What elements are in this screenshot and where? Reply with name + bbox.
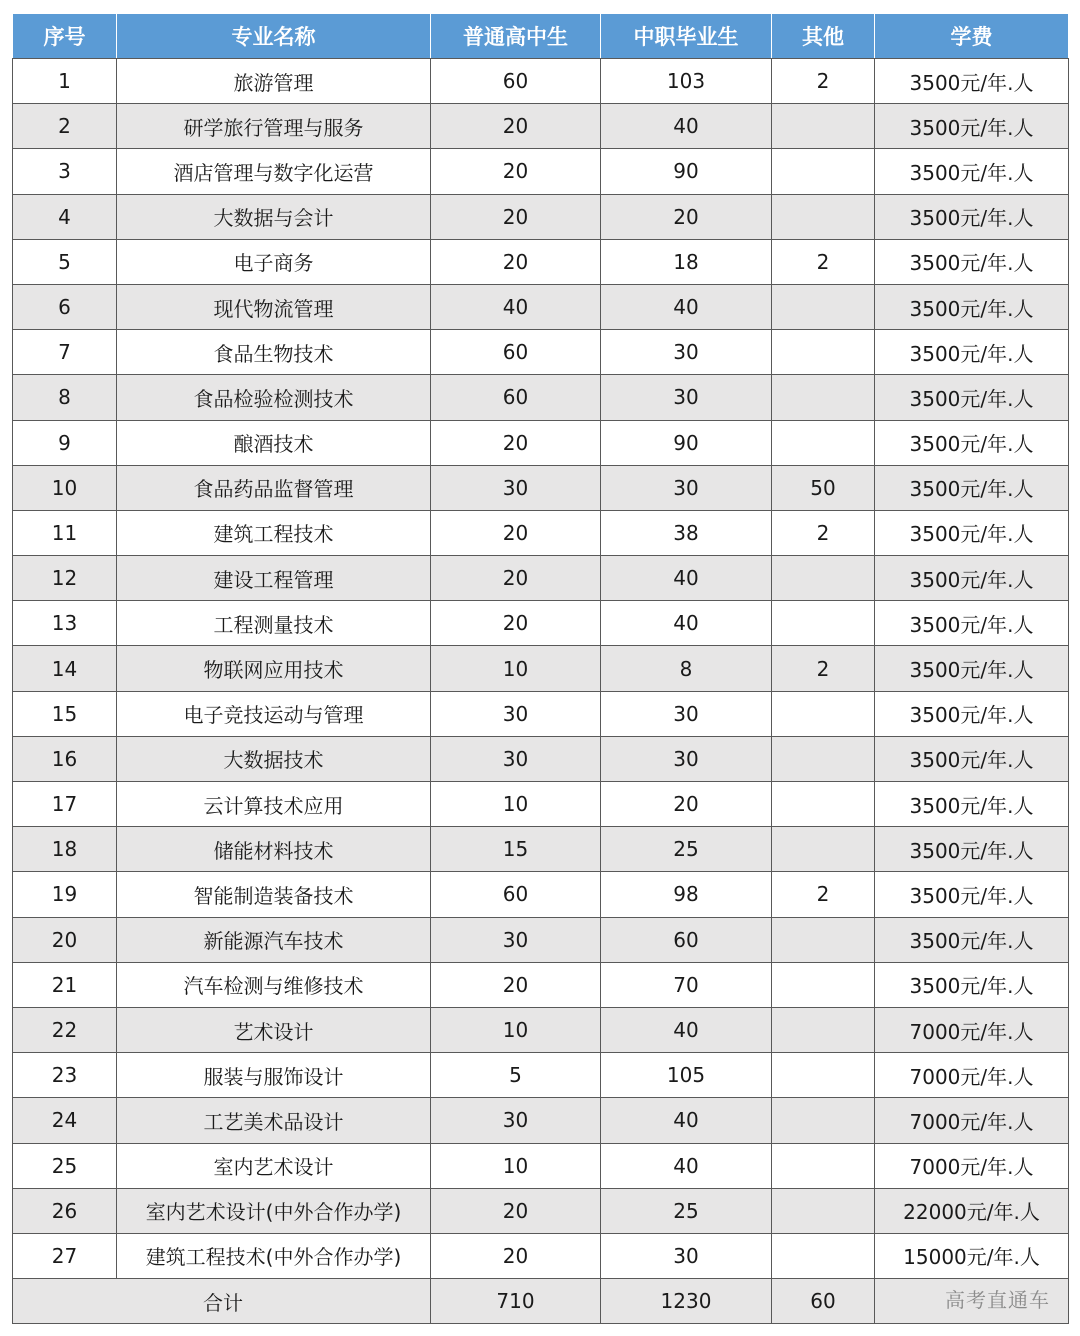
- cell-other: [772, 1053, 875, 1098]
- cell-vocational-graduates: 25: [601, 827, 772, 872]
- cell-index: 16: [13, 736, 117, 781]
- cell-major-name: 智能制造装备技术: [117, 872, 431, 917]
- cell-vocational-graduates: 40: [601, 1098, 772, 1143]
- cell-regular-high-school: 10: [431, 1143, 601, 1188]
- cell-vocational-graduates: 30: [601, 465, 772, 510]
- cell-other: [772, 1188, 875, 1233]
- cell-other: [772, 420, 875, 465]
- cell-index: 6: [13, 284, 117, 329]
- table-row: [13, 104, 1069, 149]
- cell-major-name: 食品生物技术: [117, 330, 431, 375]
- table-row: [13, 1053, 1069, 1098]
- table-row: [13, 736, 1069, 781]
- cell-vocational-graduates: 30: [601, 375, 772, 420]
- cell-other: [772, 1098, 875, 1143]
- cell-other: [772, 194, 875, 239]
- cell-tuition: 7000元/年.人: [875, 1007, 1069, 1052]
- table-row: [13, 782, 1069, 827]
- cell-tuition: 3500元/年.人: [875, 330, 1069, 375]
- cell-regular-high-school: 30: [431, 465, 601, 510]
- cell-major-name: 酒店管理与数字化运营: [117, 149, 431, 194]
- cell-tuition: 7000元/年.人: [875, 1053, 1069, 1098]
- cell-regular-high-school: 20: [431, 420, 601, 465]
- cell-vocational-graduates: 20: [601, 194, 772, 239]
- cell-other: 2: [772, 872, 875, 917]
- cell-major-name: 电子商务: [117, 239, 431, 284]
- cell-vocational-graduates: 60: [601, 917, 772, 962]
- cell-regular-high-school: 30: [431, 1098, 601, 1143]
- cell-major-name: 工艺美术品设计: [117, 1098, 431, 1143]
- cell-vocational-graduates: 38: [601, 510, 772, 555]
- cell-vocational-graduates: 98: [601, 872, 772, 917]
- cell-major-name: 酿酒技术: [117, 420, 431, 465]
- cell-major-name: 食品检验检测技术: [117, 375, 431, 420]
- cell-regular-high-school: 10: [431, 782, 601, 827]
- total-row: [13, 1279, 1069, 1324]
- cell-major-name: 旅游管理: [117, 59, 431, 104]
- table-row: [13, 827, 1069, 872]
- cell-tuition: 7000元/年.人: [875, 1143, 1069, 1188]
- table-row: [13, 1233, 1069, 1278]
- cell-other: [772, 149, 875, 194]
- cell-index: 2: [13, 104, 117, 149]
- cell-major-name: 食品药品监督管理: [117, 465, 431, 510]
- cell-vocational-graduates: 25: [601, 1188, 772, 1233]
- table-row: [13, 962, 1069, 1007]
- cell-major-name: 储能材料技术: [117, 827, 431, 872]
- cell-index: 27: [13, 1233, 117, 1278]
- cell-regular-high-school: 30: [431, 736, 601, 781]
- cell-major-name: 新能源汽车技术: [117, 917, 431, 962]
- cell-regular-high-school: 30: [431, 917, 601, 962]
- cell-index: 8: [13, 375, 117, 420]
- cell-vocational-graduates: 40: [601, 284, 772, 329]
- cell-other: [772, 1007, 875, 1052]
- cell-index: 7: [13, 330, 117, 375]
- table-row: [13, 1098, 1069, 1143]
- cell-other: [772, 691, 875, 736]
- cell-vocational-graduates: 105: [601, 1053, 772, 1098]
- cell-tuition: 7000元/年.人: [875, 1098, 1069, 1143]
- header-major-name: 专业名称: [117, 14, 431, 59]
- cell-regular-high-school: 20: [431, 1188, 601, 1233]
- cell-vocational-graduates: 40: [601, 1143, 772, 1188]
- cell-tuition: 3500元/年.人: [875, 149, 1069, 194]
- table-row: [13, 330, 1069, 375]
- cell-other: [772, 330, 875, 375]
- cell-major-name: 物联网应用技术: [117, 646, 431, 691]
- table-row: [13, 1188, 1069, 1233]
- cell-regular-high-school: 60: [431, 872, 601, 917]
- cell-regular-high-school: 60: [431, 59, 601, 104]
- cell-regular-high-school: 60: [431, 375, 601, 420]
- table-row: [13, 601, 1069, 646]
- cell-index: 1: [13, 59, 117, 104]
- cell-other: 2: [772, 239, 875, 284]
- cell-regular-high-school: 20: [431, 556, 601, 601]
- cell-vocational-graduates: 90: [601, 149, 772, 194]
- table-row: [13, 239, 1069, 284]
- header-index: 序号: [13, 14, 117, 59]
- cell-tuition: 3500元/年.人: [875, 782, 1069, 827]
- cell-index: 25: [13, 1143, 117, 1188]
- table-row: [13, 510, 1069, 555]
- cell-tuition: 3500元/年.人: [875, 194, 1069, 239]
- enrollment-table-container: [12, 13, 1068, 1324]
- cell-regular-high-school: 60: [431, 330, 601, 375]
- cell-tuition: 3500元/年.人: [875, 420, 1069, 465]
- cell-vocational-graduates: 30: [601, 691, 772, 736]
- cell-other: [772, 556, 875, 601]
- cell-other: 50: [772, 465, 875, 510]
- table-row: [13, 1007, 1069, 1052]
- cell-index: 9: [13, 420, 117, 465]
- cell-tuition: 3500元/年.人: [875, 917, 1069, 962]
- watermark: 高考直通车: [945, 1288, 1050, 1312]
- cell-index: 26: [13, 1188, 117, 1233]
- cell-tuition: 3500元/年.人: [875, 872, 1069, 917]
- cell-tuition: 3500元/年.人: [875, 827, 1069, 872]
- table-row: [13, 465, 1069, 510]
- cell-other: [772, 601, 875, 646]
- cell-major-name: 汽车检测与维修技术: [117, 962, 431, 1007]
- enrollment-table: [12, 13, 1069, 1324]
- cell-index: 24: [13, 1098, 117, 1143]
- table-row: [13, 284, 1069, 329]
- cell-tuition: 3500元/年.人: [875, 104, 1069, 149]
- cell-regular-high-school: 10: [431, 646, 601, 691]
- header-tuition: 学费: [875, 14, 1069, 59]
- table-row: [13, 59, 1069, 104]
- cell-vocational-graduates: 103: [601, 59, 772, 104]
- cell-other: [772, 1233, 875, 1278]
- cell-major-name: 建设工程管理: [117, 556, 431, 601]
- cell-major-name: 工程测量技术: [117, 601, 431, 646]
- cell-major-name: 建筑工程技术(中外合作办学): [117, 1233, 431, 1278]
- cell-major-name: 建筑工程技术: [117, 510, 431, 555]
- cell-regular-high-school: 10: [431, 1007, 601, 1052]
- cell-other: [772, 917, 875, 962]
- cell-regular-high-school: 30: [431, 691, 601, 736]
- cell-regular-high-school: 20: [431, 1233, 601, 1278]
- cell-other: 2: [772, 646, 875, 691]
- cell-vocational-graduates: 70: [601, 962, 772, 1007]
- cell-tuition: 3500元/年.人: [875, 691, 1069, 736]
- cell-index: 18: [13, 827, 117, 872]
- cell-major-name: 电子竞技运动与管理: [117, 691, 431, 736]
- cell-index: 20: [13, 917, 117, 962]
- cell-index: 14: [13, 646, 117, 691]
- cell-vocational-graduates: 18: [601, 239, 772, 284]
- cell-tuition: 3500元/年.人: [875, 962, 1069, 1007]
- cell-major-name: 现代物流管理: [117, 284, 431, 329]
- cell-index: 19: [13, 872, 117, 917]
- cell-major-name: 大数据技术: [117, 736, 431, 781]
- cell-major-name: 艺术设计: [117, 1007, 431, 1052]
- cell-index: 23: [13, 1053, 117, 1098]
- table-footer: [13, 1279, 1069, 1324]
- cell-other: 2: [772, 510, 875, 555]
- header-row: [13, 14, 1069, 59]
- table-row: [13, 872, 1069, 917]
- cell-other: [772, 284, 875, 329]
- cell-other: [772, 1143, 875, 1188]
- cell-index: 5: [13, 239, 117, 284]
- cell-vocational-graduates: 20: [601, 782, 772, 827]
- cell-index: 12: [13, 556, 117, 601]
- cell-index: 3: [13, 149, 117, 194]
- cell-major-name: 室内艺术设计(中外合作办学): [117, 1188, 431, 1233]
- cell-regular-high-school: 20: [431, 194, 601, 239]
- table-row: [13, 149, 1069, 194]
- total-label: 合计: [13, 1279, 431, 1324]
- cell-other: [772, 827, 875, 872]
- cell-other: [772, 375, 875, 420]
- cell-index: 10: [13, 465, 117, 510]
- table-row: [13, 375, 1069, 420]
- cell-tuition: 22000元/年.人: [875, 1188, 1069, 1233]
- cell-vocational-graduates: 30: [601, 330, 772, 375]
- cell-vocational-graduates: 40: [601, 104, 772, 149]
- cell-tuition: 3500元/年.人: [875, 465, 1069, 510]
- table-row: [13, 194, 1069, 239]
- cell-vocational-graduates: 40: [601, 1007, 772, 1052]
- cell-regular-high-school: 20: [431, 149, 601, 194]
- total-vocational-graduates: 1230: [601, 1279, 772, 1324]
- cell-regular-high-school: 40: [431, 284, 601, 329]
- cell-tuition: 3500元/年.人: [875, 284, 1069, 329]
- total-other: 60: [772, 1279, 875, 1324]
- cell-vocational-graduates: 30: [601, 1233, 772, 1278]
- header-vocational-graduates: 中职毕业生: [601, 14, 772, 59]
- cell-index: 17: [13, 782, 117, 827]
- cell-major-name: 研学旅行管理与服务: [117, 104, 431, 149]
- header-other: 其他: [772, 14, 875, 59]
- cell-tuition: 3500元/年.人: [875, 601, 1069, 646]
- table-row: [13, 691, 1069, 736]
- cell-tuition: 3500元/年.人: [875, 375, 1069, 420]
- cell-regular-high-school: 20: [431, 601, 601, 646]
- cell-index: 22: [13, 1007, 117, 1052]
- cell-regular-high-school: 20: [431, 510, 601, 555]
- table-header: [13, 14, 1069, 59]
- cell-tuition: 3500元/年.人: [875, 59, 1069, 104]
- cell-tuition: 3500元/年.人: [875, 510, 1069, 555]
- cell-major-name: 服装与服饰设计: [117, 1053, 431, 1098]
- cell-index: 4: [13, 194, 117, 239]
- total-regular-high-school: 710: [431, 1279, 601, 1324]
- cell-index: 21: [13, 962, 117, 1007]
- cell-regular-high-school: 20: [431, 239, 601, 284]
- cell-other: [772, 782, 875, 827]
- cell-regular-high-school: 5: [431, 1053, 601, 1098]
- table-row: [13, 646, 1069, 691]
- cell-major-name: 大数据与会计: [117, 194, 431, 239]
- cell-tuition: 15000元/年.人: [875, 1233, 1069, 1278]
- cell-vocational-graduates: 40: [601, 556, 772, 601]
- table-row: [13, 1143, 1069, 1188]
- cell-vocational-graduates: 8: [601, 646, 772, 691]
- cell-index: 15: [13, 691, 117, 736]
- cell-vocational-graduates: 40: [601, 601, 772, 646]
- cell-other: 2: [772, 59, 875, 104]
- cell-other: [772, 962, 875, 1007]
- table-body: [13, 59, 1069, 1279]
- cell-other: [772, 736, 875, 781]
- cell-vocational-graduates: 30: [601, 736, 772, 781]
- table-row: [13, 556, 1069, 601]
- cell-major-name: 云计算技术应用: [117, 782, 431, 827]
- table-row: [13, 420, 1069, 465]
- cell-vocational-graduates: 90: [601, 420, 772, 465]
- cell-major-name: 室内艺术设计: [117, 1143, 431, 1188]
- cell-tuition: 3500元/年.人: [875, 736, 1069, 781]
- cell-tuition: 3500元/年.人: [875, 556, 1069, 601]
- cell-index: 11: [13, 510, 117, 555]
- cell-tuition: 3500元/年.人: [875, 646, 1069, 691]
- table-row: [13, 917, 1069, 962]
- cell-regular-high-school: 20: [431, 104, 601, 149]
- cell-tuition: 3500元/年.人: [875, 239, 1069, 284]
- cell-index: 13: [13, 601, 117, 646]
- cell-regular-high-school: 15: [431, 827, 601, 872]
- header-regular-high-school: 普通高中生: [431, 14, 601, 59]
- cell-other: [772, 104, 875, 149]
- cell-regular-high-school: 20: [431, 962, 601, 1007]
